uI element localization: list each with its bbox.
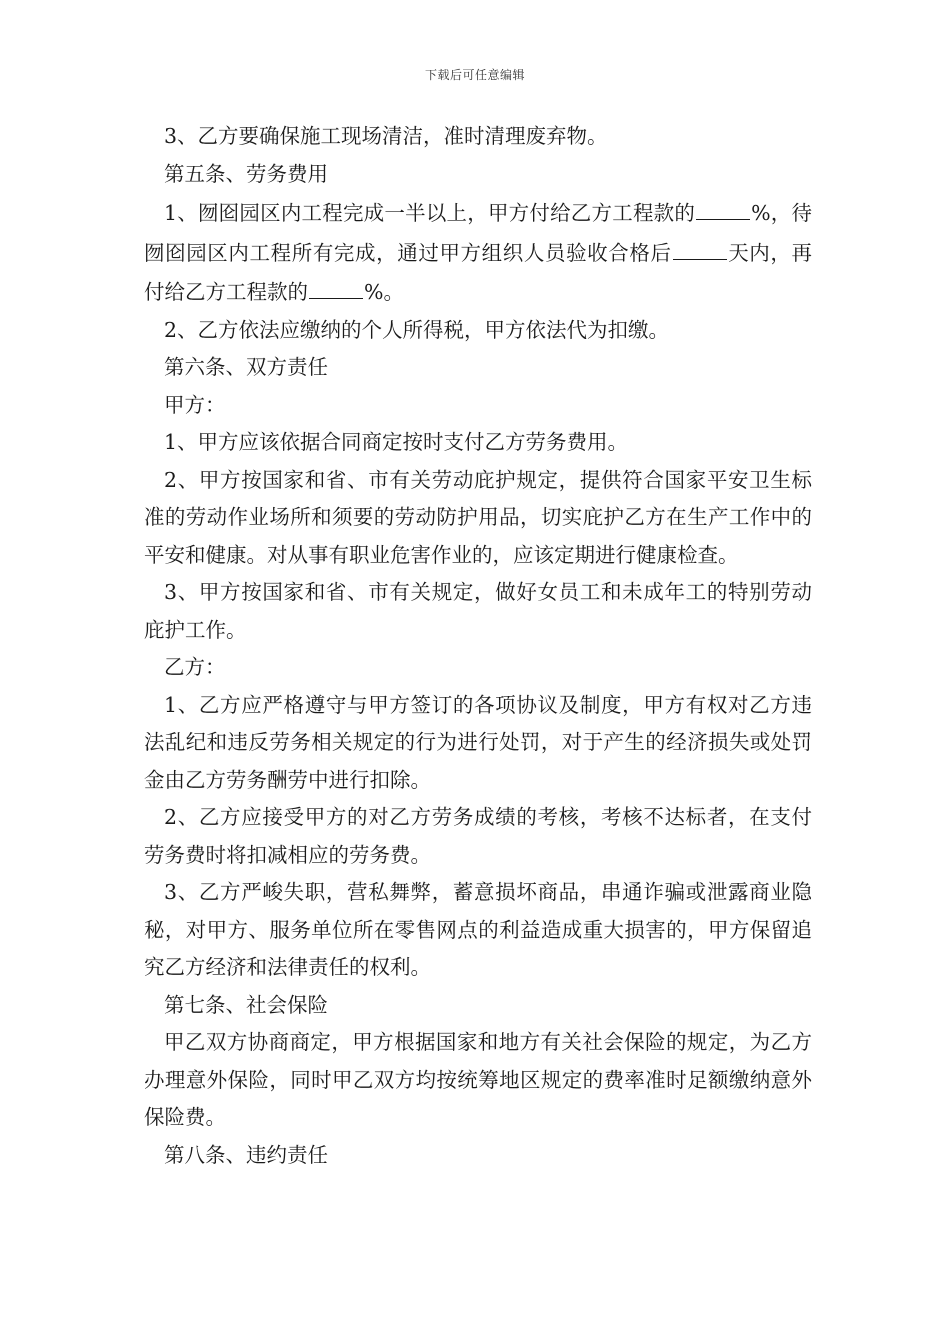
social-insurance-clause: 甲乙双方协商商定，甲方根据国家和地方有关社会保险的规定，为乙方办理意外保险，同时甲乙双方均按统筹地区规定的费率准时足额缴纳意外保险费。 — [144, 1030, 812, 1129]
article-6-heading: 第六条、双方责任 — [164, 355, 328, 379]
party-a-clause-2: 2、甲方按国家和省、市有关劳动庇护规定，提供符合国家平安卫生标准的劳动作业场所和须要的劳动防护用品，切实庇护乙方在生产工作中的平安和健康。对从事有职业危害作业的，应该定期进行健康检查。 — [144, 467, 812, 567]
payment-text-part-4: %。 — [364, 280, 404, 304]
document-body — [144, 118, 812, 1174]
article-7-heading: 第七条、社会保险 — [164, 992, 328, 1017]
party-a-clause-3: 3、甲方按国家和省、市有关规定，做好女员工和未成年工的特别劳动庇护工作。 — [144, 580, 812, 642]
clause-3-cleanliness: 3、乙方要确保施工现场清洁，准时清理废弃物。 — [164, 124, 608, 148]
party-a-label: 甲方： — [164, 392, 226, 417]
payment-text-part-2: %，待囫囵园区内工程所有完成，通过甲方组织人员验收合格后 — [144, 201, 812, 265]
article-8-heading: 第八条、违约责任 — [164, 1142, 328, 1167]
percent-blank-2 — [309, 272, 363, 299]
party-b-clause-3: 3、乙方严峻失职，营私舞弊，蓄意损坏商品，串通诈骗或泄露商业隐秘，对甲方、服务单位所在零售网点的利益造成重大损害的，甲方保留追究乙方经济和法律责任的权利。 — [144, 880, 812, 979]
payment-text-part-3: 天内，再付给乙方工程款的 — [144, 240, 813, 304]
payment-text-part-1: 1、囫囵园区内工程完成一半以上，甲方付给乙方工程款的 — [164, 201, 696, 225]
party-b-label: 乙方： — [164, 655, 226, 679]
days-blank — [673, 233, 727, 260]
party-a-clause-1: 1、甲方应该依据合同商定按时支付乙方劳务费用。 — [164, 430, 629, 454]
clause-2-tax: 2、乙方依法应缴纳的个人所得税，甲方依法代为扣缴。 — [164, 317, 670, 342]
percent-blank-1 — [696, 193, 750, 220]
article-5-heading: 第五条、劳务费用 — [164, 161, 328, 186]
header-note: 下载后可任意编辑 — [424, 68, 525, 82]
clause-1-payment — [144, 193, 812, 312]
party-b-clause-2: 2、乙方应接受甲方的对乙方劳务成绩的考核，考核不达标者，在支付劳务费时将扣减相应的劳务费。 — [144, 805, 812, 867]
party-b-clause-1: 1、乙方应严格遵守与甲方签订的各项协议及制度，甲方有权对乙方违法乱纪和违反劳务相关规定的行为进行处罚，对于产生的经济损失或处罚金由乙方劳务酬劳中进行扣除。 — [144, 692, 812, 792]
